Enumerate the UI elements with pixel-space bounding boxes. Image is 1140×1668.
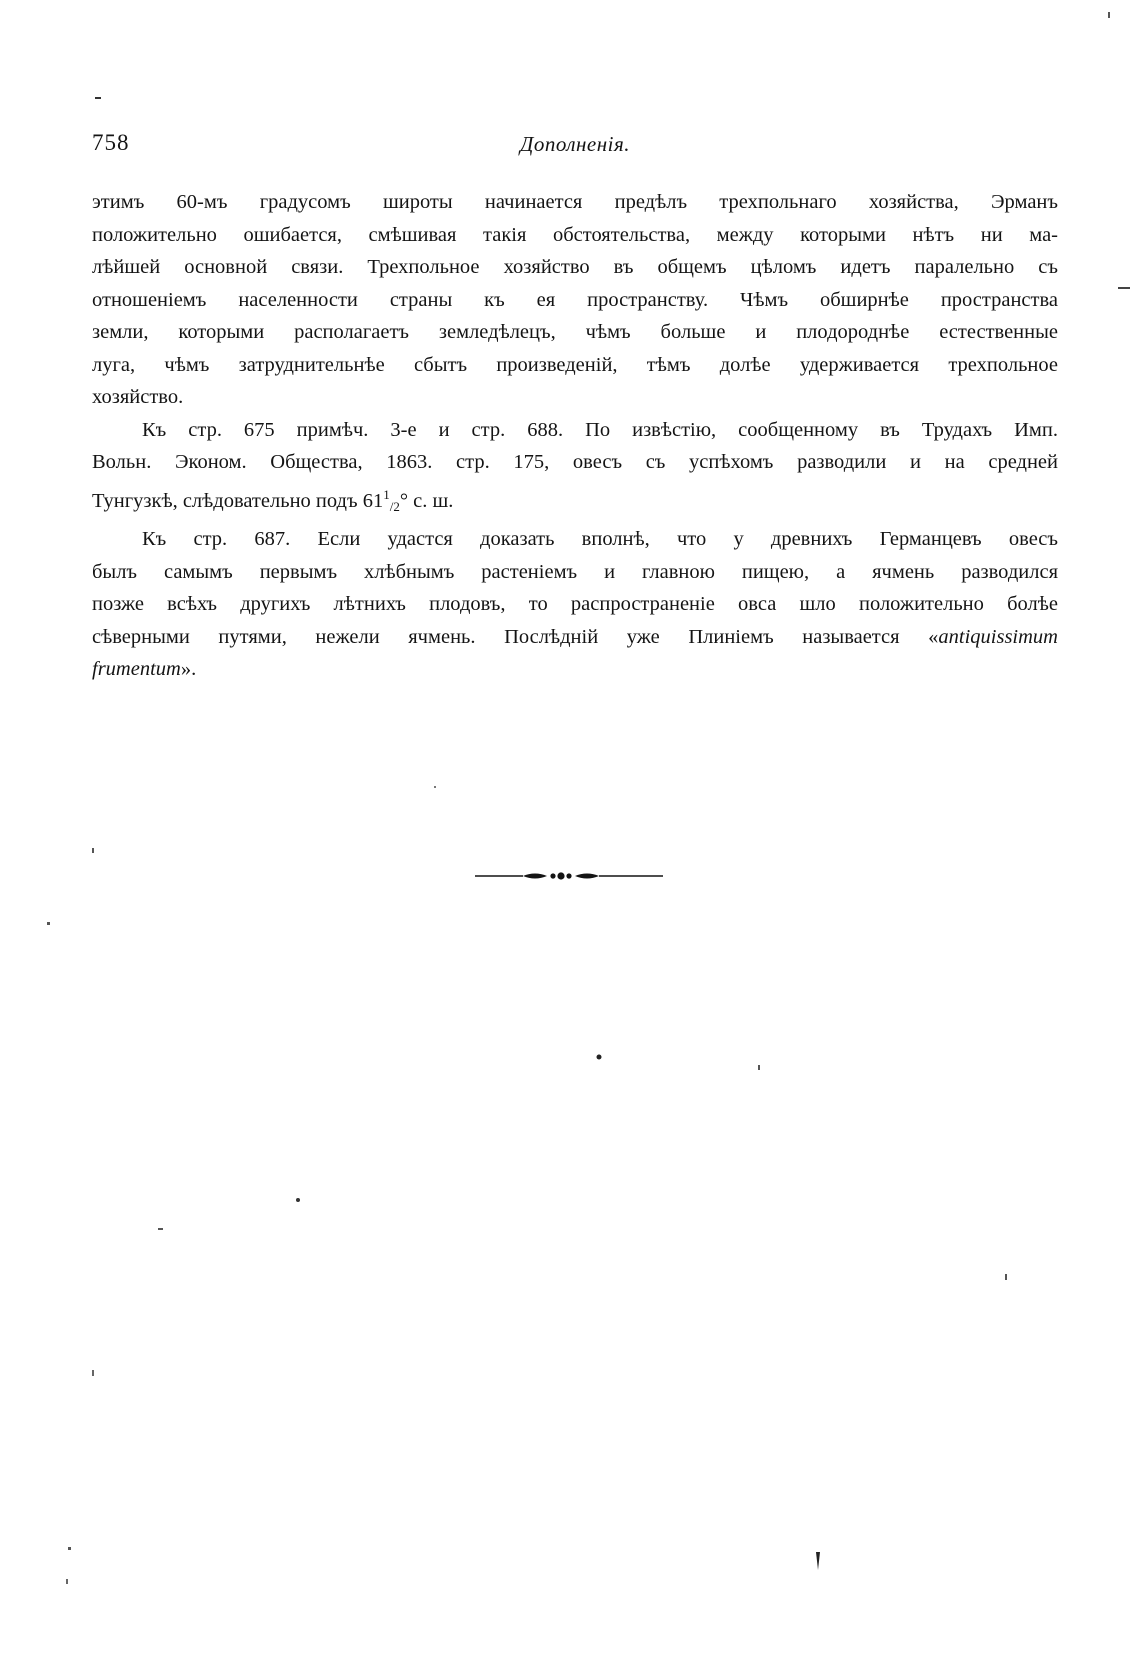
text-line: Къ стр. 675 примѣч. 3-е и стр. 688. По извѣстію, сообщенному въ Трудахъ Имп. [142,418,1058,441]
text-line: былъ самымъ первымъ хлѣбнымъ растеніемъ и главною пищею, а ячмень разводился [92,560,1058,583]
latin-quote: antiquissimum [938,625,1058,648]
latin-quote: frumentum [92,658,181,680]
page-header [92,130,1058,160]
text-fragment: ° с. ш. [399,489,454,512]
text-line: Вольн. Эконом. Общества, 1863. стр. 175, овесъ съ успѣхомъ разводили и на средней [92,451,1058,473]
text-line: земли, которыми располагаетъ земледѣлецъ, чѣмъ больше и плодороднѣе естественные [92,321,1058,343]
text-line: положительно ошибается, смѣшивая такія обстоятельства, между которыми нѣтъ ни ма- [92,223,1058,246]
text-line [92,653,1058,686]
text-line: Къ стр. 687. Если удастся доказать вполнѣ, что у древнихъ Германцевъ овесъ [142,528,1058,550]
running-head: Дополненія. [520,132,630,156]
text-line: лѣйшей основной связи. Трехпольное хозяйство въ общемъ цѣломъ идетъ паралельно съ [92,256,1058,278]
text-line: хозяйство. [92,386,184,408]
text-line: позже всѣхъ другихъ лѣтнихъ плодовъ, то распространеніе овса шло положительно болѣе [92,593,1058,615]
text-line: этимъ 60-мъ градусомъ широты начинается предѣлъ трехпольнаго хозяйства, Эрманъ [92,191,1058,213]
body-text [92,186,1058,686]
paragraph-3 [92,523,1058,686]
end-ornament [475,868,675,884]
text-fragment: ». [180,658,197,680]
text-line: луга, чѣмъ затруднительнѣе сбытъ произведеній, тѣмъ долѣе удерживается трехпольное [92,353,1058,376]
fraction-denominator: /2 [389,498,400,514]
text-fragment: сѣверными путями, нежели ячмень. Послѣдній уже Плиніемъ называется « [92,625,939,648]
text-line: отношеніемъ населенности страны къ ея пространству. Чѣмъ обширнѣе пространства [92,288,1058,311]
text-line-with-fraction [92,479,1058,524]
text-fragment: Тунгузкѣ, слѣдовательно подъ 61 [92,489,384,512]
paragraph-2 [92,414,1058,524]
page-number: 758 [92,130,130,155]
text-line [92,621,1058,654]
fraction-numerator: 1 [383,486,390,502]
paragraph-1 [92,186,1058,414]
